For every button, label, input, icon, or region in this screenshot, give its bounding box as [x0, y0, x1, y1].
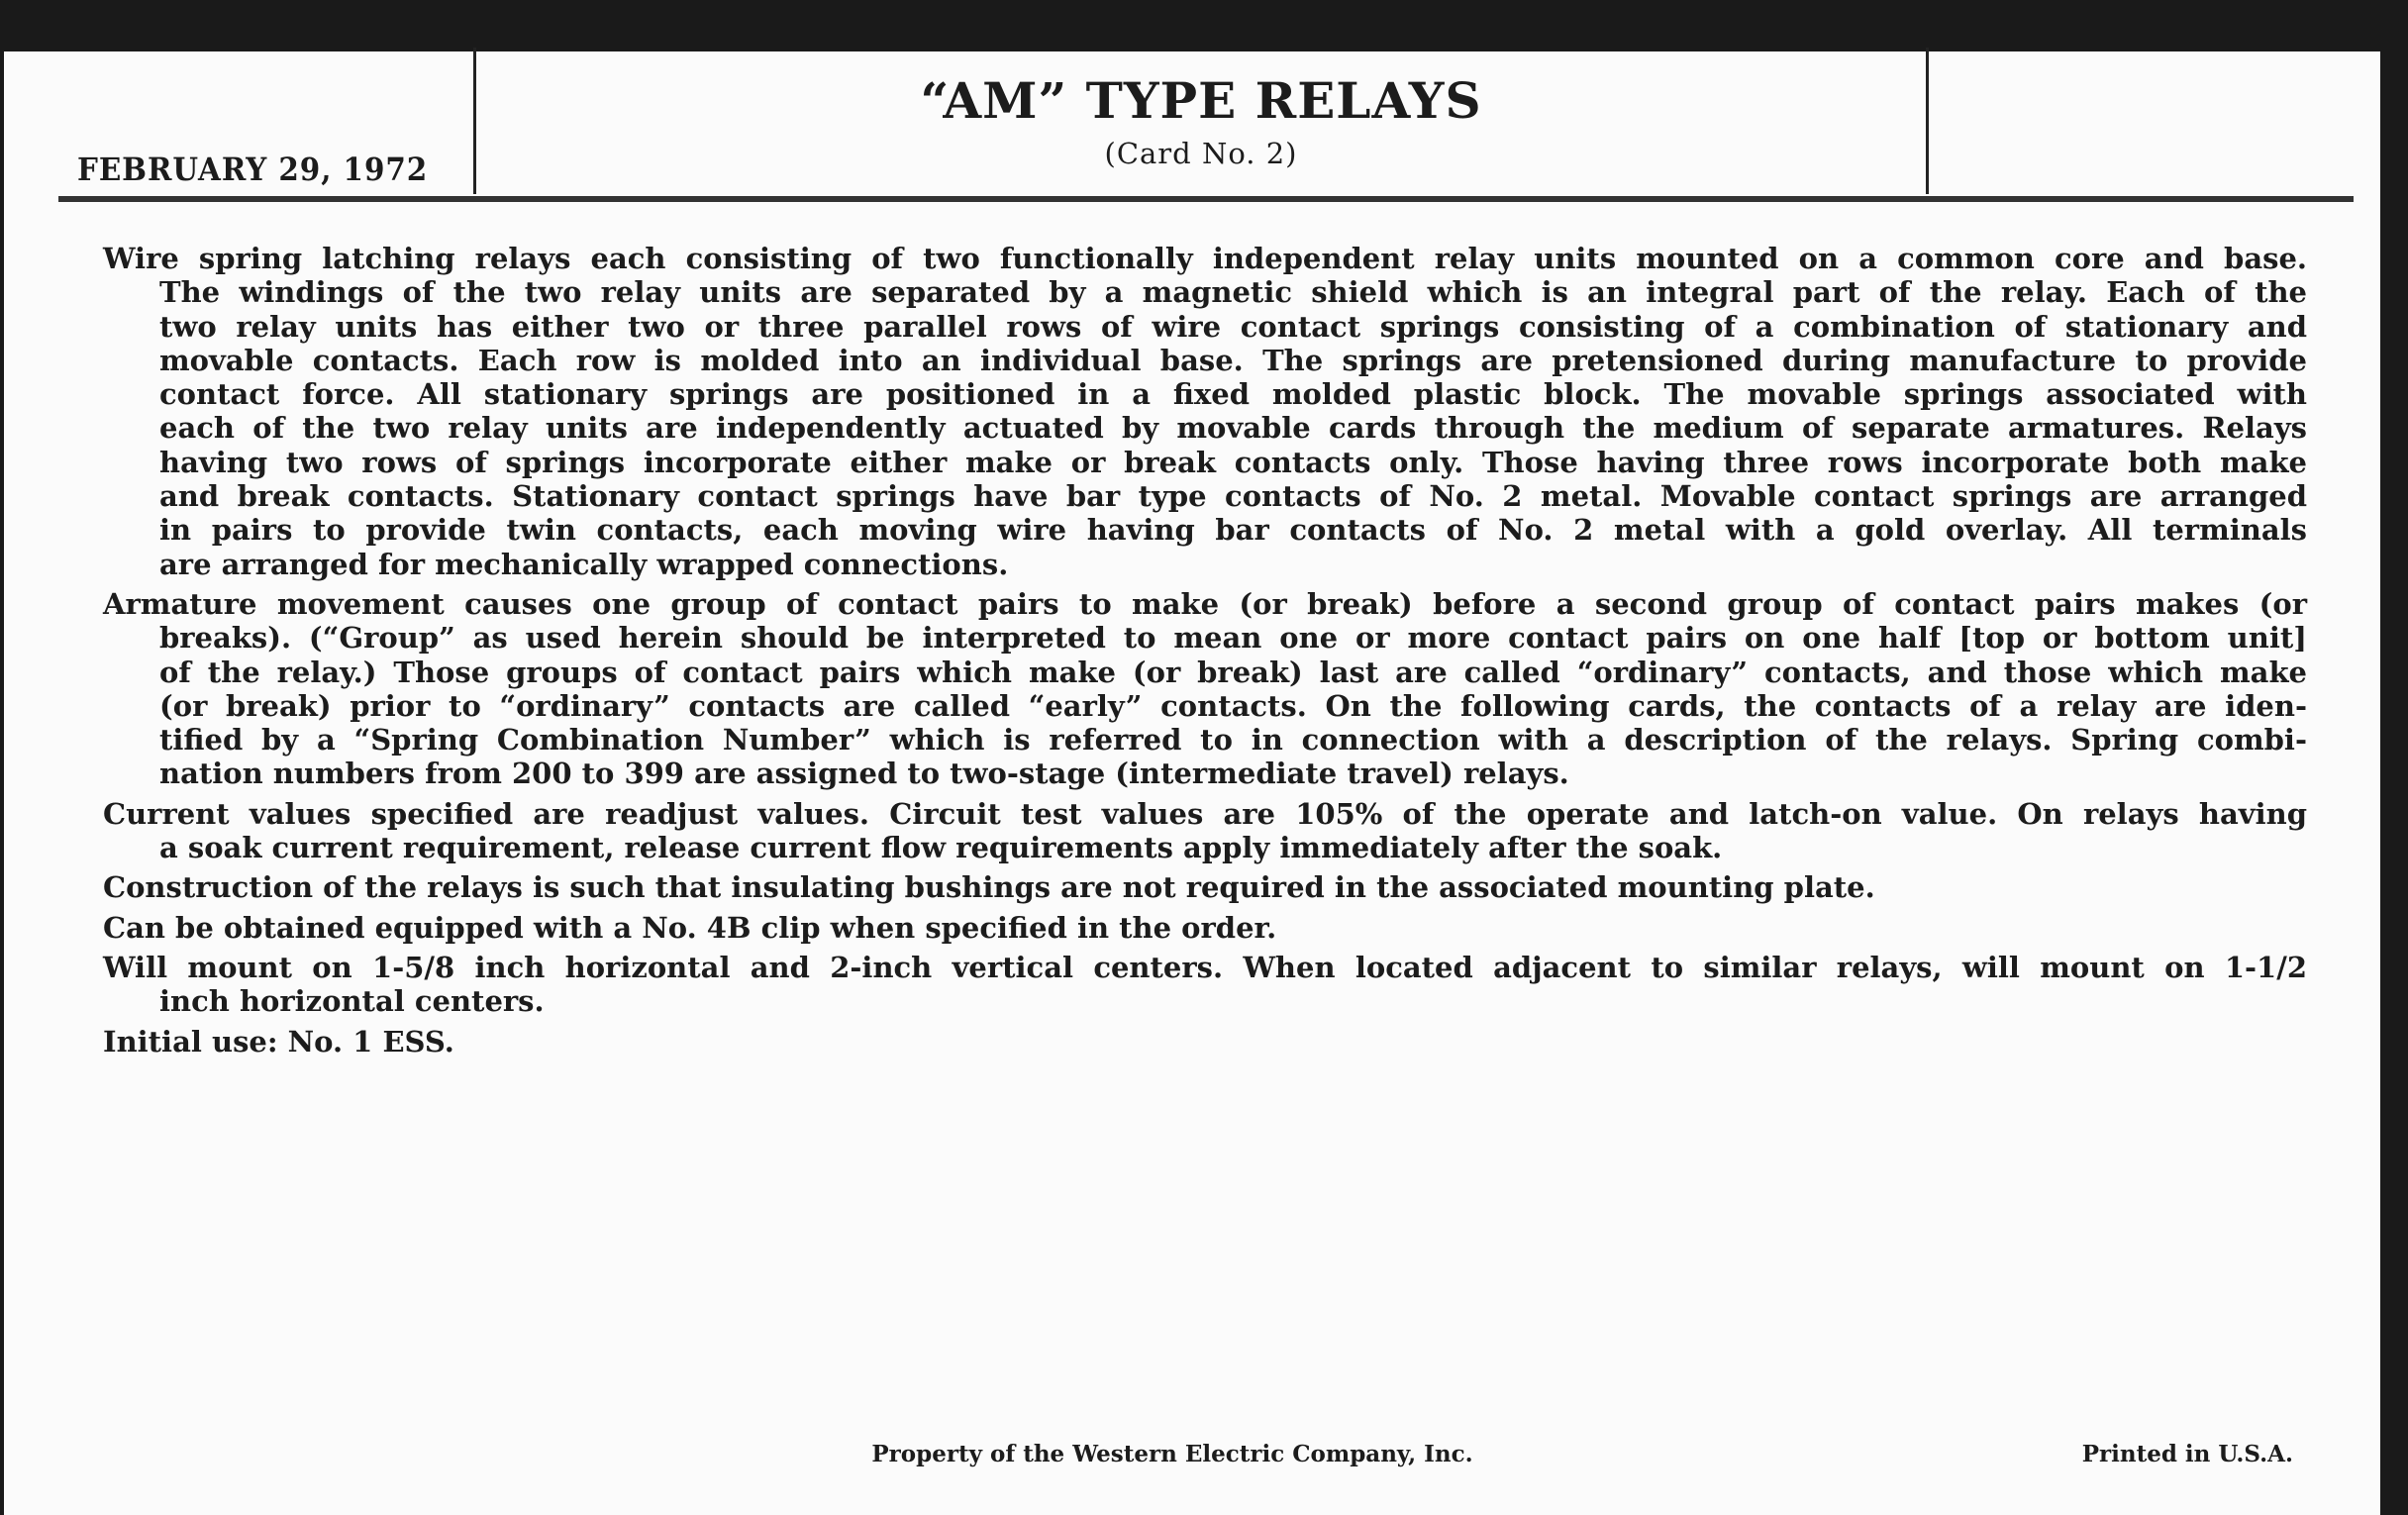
- paragraph-line: and break contacts. Stationary contact springs have bar type contacts of No. 2 metal. Movable contact springs are arranged: [159, 479, 2307, 514]
- paragraph-line: movable contacts. Each row is molded into an individual base. The springs are pretensioned during manufacture to provide: [159, 343, 2307, 377]
- paragraph: [103, 870, 2307, 904]
- paragraph-line: Will mount on 1-5/8 inch horizontal and 2-inch vertical centers. When located adjacent to similar relays, will mount on 1-1/2: [103, 950, 2307, 984]
- paragraph-line: Construction of the relays is such that insulating bushings are not required in the associated mounting plate.: [103, 870, 1875, 905]
- card-number: (Card No. 2): [1104, 137, 1298, 170]
- header-rule: [58, 196, 2354, 202]
- paragraph-line: having two rows of springs incorporate either make or break contacts only. Those having three rows incorporate both make: [159, 445, 2307, 479]
- paragraph-line: Armature movement causes one group of contact pairs to make (or break) before a second group of contact pairs makes (or: [103, 586, 2307, 621]
- paragraph-line: each of the two relay units are independently actuated by movable cards through the medium of separate armatures. Relays: [159, 411, 2307, 446]
- document-card: [4, 51, 2380, 1515]
- paragraph-line: nation numbers from 200 to 399 are assigned to two-stage (intermediate travel) relays.: [159, 757, 1569, 791]
- paragraph-line: tified by a “Spring Combination Number” which is referred to in connection with a description of the relays. Spring combi-: [159, 723, 2307, 758]
- document-body: [103, 242, 2307, 1064]
- paragraph-line: breaks). (“Group” as used herein should be interpreted to mean one or more contact pairs on one half [top or bottom unit]: [159, 621, 2307, 656]
- paragraph-line: in pairs to provide twin contacts, each moving wire having bar contacts of No. 2 metal with a gold overlay. All terminals: [159, 513, 2307, 548]
- paragraph-line: Current values specified are readjust values. Circuit test values are 105% of the operate and latch-on value. On relays having: [103, 796, 2307, 831]
- paragraph: [103, 951, 2307, 1019]
- paragraph-line: inch horizontal centers.: [159, 984, 545, 1019]
- paragraph-line: The windings of the two relay units are separated by a magnetic shield which is an integral part of the relay. Each of the: [159, 275, 2307, 310]
- paragraph: [103, 1025, 2307, 1059]
- paragraph: [103, 797, 2307, 865]
- paragraph-line: are arranged for mechanically wrapped connections.: [159, 547, 1009, 581]
- paragraph: [103, 242, 2307, 581]
- paragraph-line: (or break) prior to “ordinary” contacts are called “early” contacts. On the following cards, the contacts of a relay are iden-: [159, 688, 2307, 723]
- footer-property: Property of the Western Electric Company, Inc.: [871, 1441, 1473, 1467]
- paragraph: [103, 587, 2307, 791]
- footer-printed: Printed in U.S.A.: [2081, 1441, 2293, 1467]
- document-date: FEBRUARY 29, 1972: [77, 151, 429, 188]
- paragraph: [103, 911, 2307, 945]
- header-divider-right: [1926, 48, 1929, 194]
- paragraph-line: of the relay.) Those groups of contact pairs which make (or break) last are called “ordinary” contacts, and those which make: [159, 655, 2307, 689]
- paragraph-line: Can be obtained equipped with a No. 4B clip when specified in the order.: [103, 910, 1277, 945]
- paragraph-line: contact force. All stationary springs are positioned in a fixed molded plastic block. The movable springs associated with: [159, 377, 2307, 412]
- paragraph-line: Initial use: No. 1 ESS.: [103, 1024, 454, 1059]
- paragraph-line: a soak current requirement, release current flow requirements apply immediately after the soak.: [159, 831, 1723, 865]
- document-title: “AM” TYPE RELAYS: [920, 71, 1482, 130]
- paragraph-line: Wire spring latching relays each consisting of two functionally independent relay units mounted on a common core and base.: [103, 242, 2307, 275]
- paragraph-line: two relay units has either two or three parallel rows of wire contact springs consisting of a combination of stationary and: [159, 309, 2307, 344]
